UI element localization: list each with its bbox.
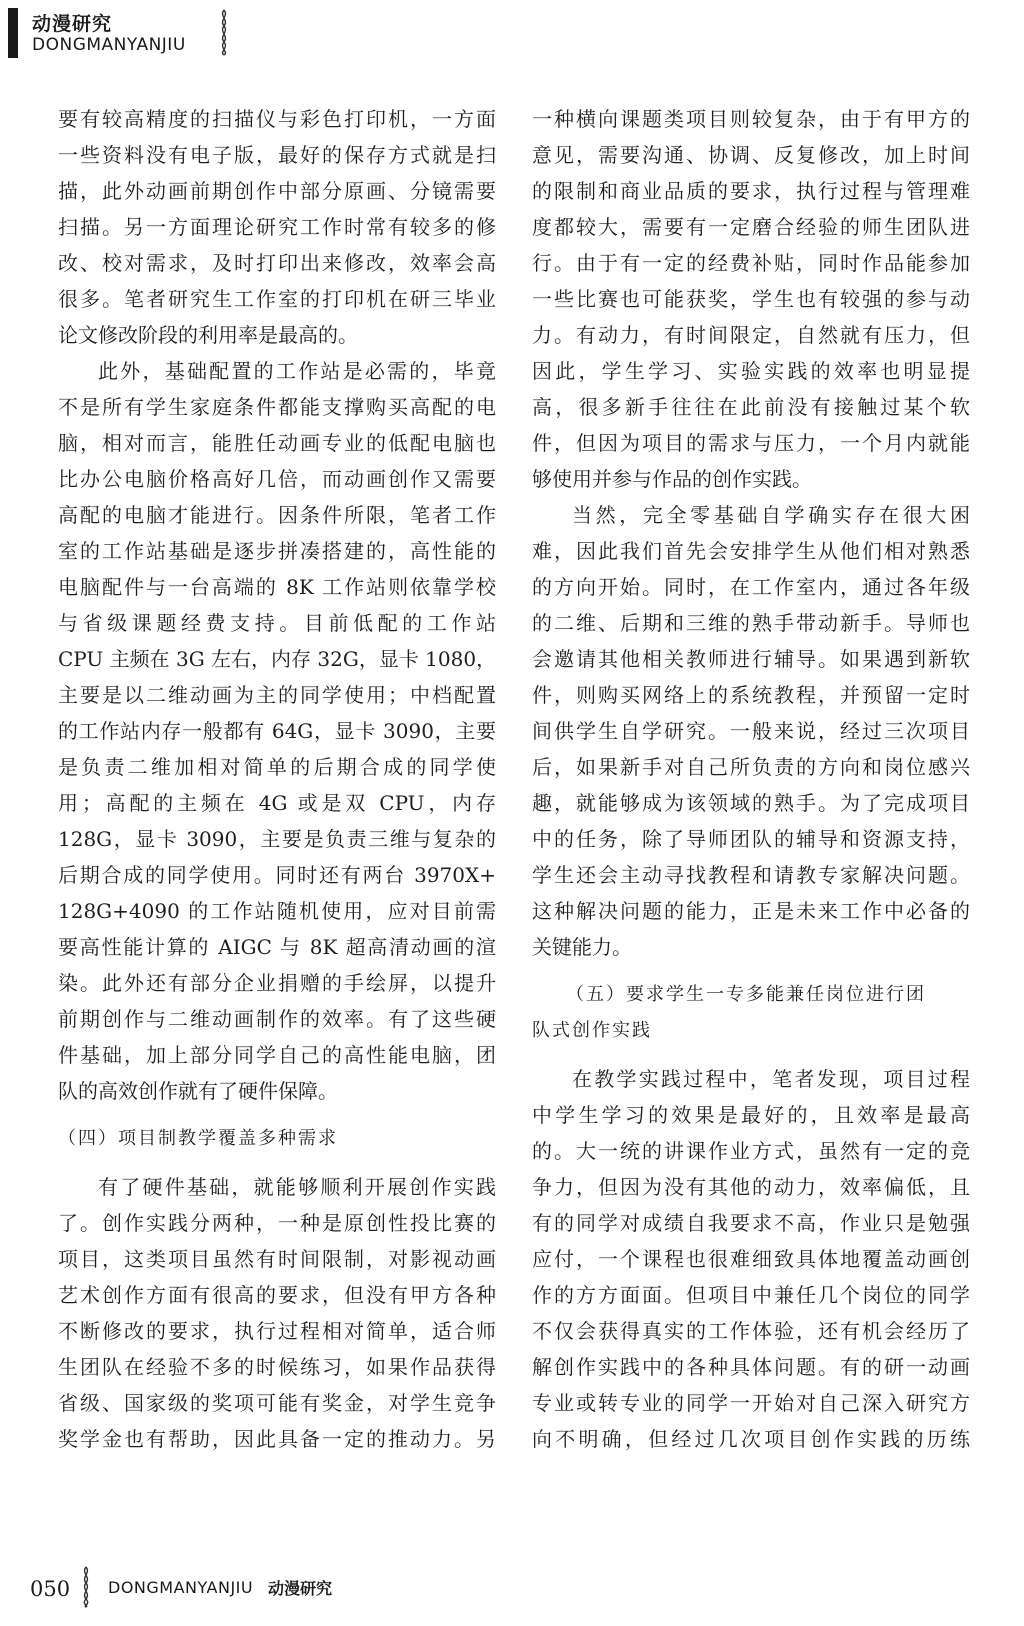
text-line: 奖学金也有帮助，因此具备一定的推动力。另: [58, 1427, 496, 1451]
footer-title-en: DONGMANYANJIU: [108, 1578, 254, 1597]
text-line: 中的任务，除了导师团队的辅导和资源支持，: [532, 827, 970, 851]
text-line: 论文修改阶段的利用率是最高的。: [58, 323, 358, 347]
text-line: 要高性能计算的 AIGC 与 8K 超高清动画的渲: [58, 935, 496, 959]
text-line: 用；高配的主频在 4G 或是双 CPU，内存: [58, 791, 496, 815]
text-line: 关键能力。: [532, 935, 632, 959]
text-line: 一些比赛也可能获奖，学生也有较强的参与动: [532, 287, 970, 311]
text-line: 间供学生自学研究。一般来说，经过三次项目: [532, 719, 970, 743]
text-line: 解创作实践中的各种具体问题。有的研一动画: [532, 1355, 970, 1379]
text-line: 此外，基础配置的工作站是必需的，毕竟: [98, 359, 496, 383]
text-line: 一种横向课题类项目则较复杂，由于有甲方的: [532, 107, 970, 131]
text-line: 后，如果新手对自己所负责的方向和岗位感兴: [532, 755, 970, 779]
text-line: 够使用并参与作品的创作实践。: [532, 467, 812, 491]
text-line: 行。由于有一定的经费补贴，同时作品能参加: [532, 251, 970, 275]
text-line: 高配的电脑才能进行。因条件所限，笔者工作: [58, 503, 496, 527]
text-line: 了。创作实践分两种，一种是原创性投比赛的: [58, 1211, 496, 1235]
journal-title-cn: 动漫研究: [32, 13, 113, 35]
text-line: 很多。笔者研究生工作室的打印机在研三毕业: [58, 287, 496, 311]
text-line: 比办公电脑价格高好几倍，而动画创作又需要: [58, 467, 496, 491]
text-line: 描，此外动画前期创作中部分原画、分镜需要: [58, 179, 496, 203]
text-line: 128G+4090 的工作站随机使用，应对目前需: [58, 899, 496, 923]
text-line: 128G，显卡 3090，主要是负责三维与复杂的: [58, 827, 496, 851]
text-line: 的。大一统的讲课作业方式，虽然有一定的竞: [532, 1139, 970, 1163]
text-line: 电脑配件与一台高端的 8K 工作站则依靠学校: [58, 575, 496, 599]
text-line: 与省级课题经费支持。目前低配的工作站: [58, 611, 496, 635]
text-line: 件基础，加上部分同学自己的高性能电脑，团: [58, 1043, 496, 1067]
text-line: 件，但因为项目的需求与压力，一个月内就能: [532, 431, 970, 455]
paragraph-gap: [532, 965, 970, 977]
text-line: 艺术创作方面有很高的要求，但没有甲方各种: [58, 1283, 496, 1307]
text-line: 改、校对需求，及时打印出来修改，效率会高: [58, 251, 496, 275]
header-ornament-icon: [218, 8, 230, 56]
text-line: 作的方方面面。但项目中兼任几个岗位的同学: [532, 1283, 970, 1307]
paragraph-gap: [532, 1049, 970, 1061]
text-line: 中学生学习的效果是最好的，且效率是最高: [532, 1103, 970, 1127]
text-line: 意见，需要沟通、协调、反复修改，加上时间: [532, 143, 970, 167]
text-line: 趣，就能够成为该领域的熟手。为了完成项目: [532, 791, 970, 815]
page-number: 050: [30, 1577, 71, 1601]
footer-ornament-icon: [80, 1566, 92, 1608]
text-line: 难，因此我们首先会安排学生从他们相对熟悉: [532, 539, 970, 563]
text-line: 一些资料没有电子版，最好的保存方式就是扫: [58, 143, 496, 167]
text-line: 有了硬件基础，就能够顺利开展创作实践: [98, 1175, 496, 1199]
section-heading: （五）要求学生一专多能兼任岗位进行团: [566, 984, 926, 1005]
text-line: 生团队在经验不多的时候练习，如果作品获得: [58, 1355, 496, 1379]
text-line: 的工作站内存一般都有 64G，显卡 3090，主要: [58, 719, 496, 743]
section-heading: 队式创作实践: [532, 1020, 652, 1041]
text-line: 队的高效创作就有了硬件保障。: [58, 1079, 338, 1103]
paragraph-gap: [58, 1109, 496, 1121]
text-line: 度都较大，需要有一定磨合经验的师生团队进: [532, 215, 970, 239]
section-heading: （四）项目制教学覆盖多种需求: [58, 1128, 338, 1149]
text-line: 不是所有学生家庭条件都能支撑购买高配的电: [58, 395, 496, 419]
text-line: 力。有动力，有时间限定，自然就有压力，但: [532, 323, 970, 347]
text-line: 的二维、后期和三维的熟手带动新手。导师也: [532, 611, 970, 635]
text-line: 是负责二维加相对简单的后期合成的同学使: [58, 755, 496, 779]
text-line: 扫描。另一方面理论研究工作时常有较多的修: [58, 215, 496, 239]
right-column: [532, 101, 970, 1457]
header-bar: [8, 8, 18, 58]
text-line: 主要是以二维动画为主的同学使用；中档配置: [58, 683, 496, 707]
text-line: 要有较高精度的扫描仪与彩色打印机，一方面: [58, 107, 496, 131]
journal-title-en: DONGMANYANJIU: [32, 35, 186, 55]
text-line: 学生还会主动寻找教程和请教专家解决问题。: [532, 863, 970, 887]
text-line: 项目，这类项目虽然有时间限制，对影视动画: [58, 1247, 496, 1271]
text-line: 争力，但因为没有其他的动力，效率偏低，且: [532, 1175, 970, 1199]
text-line: 的限制和商业品质的要求，执行过程与管理难: [532, 179, 970, 203]
text-line: 省级、国家级的奖项可能有奖金，对学生竞争: [58, 1391, 496, 1415]
text-line: 这种解决问题的能力，正是未来工作中必备的: [532, 899, 970, 923]
text-line: 的方向开始。同时，在工作室内，通过各年级: [532, 575, 970, 599]
text-line: 室的工作站基础是逐步拼凑搭建的，高性能的: [58, 539, 496, 563]
text-line: 前期创作与二维动画制作的效率。有了这些硬: [58, 1007, 496, 1031]
text-line: 专业或转专业的同学一开始对自己深入研究方: [532, 1391, 970, 1415]
text-line: 有的同学对成绩自我要求不高，作业只是勉强: [532, 1211, 970, 1235]
text-line: 脑，相对而言，能胜任动画专业的低配电脑也: [58, 431, 496, 455]
text-line: 后期合成的同学使用。同时还有两台 3970X+: [58, 863, 496, 887]
left-column: [58, 101, 496, 1457]
text-line: 不断修改的要求，执行过程相对简单，适合师: [58, 1319, 496, 1343]
text-line: 会邀请其他相关教师进行辅导。如果遇到新软: [532, 647, 970, 671]
text-line: CPU 主频在 3G 左右，内存 32G，显卡 1080，: [58, 647, 497, 671]
text-line: 高，很多新手往往在此前没有接触过某个软: [532, 395, 970, 419]
paragraph-gap: [58, 1157, 496, 1169]
footer-title-cn: 动漫研究: [268, 1579, 333, 1598]
text-line: 当然，完全零基础自学确实存在很大困: [572, 503, 970, 527]
text-line: 不仅会获得真实的工作体验，还有机会经历了: [532, 1319, 970, 1343]
text-line: 在教学实践过程中，笔者发现，项目过程: [572, 1067, 970, 1091]
text-line: 染。此外还有部分企业捐赠的手绘屏，以提升: [58, 971, 496, 995]
text-line: 应付，一个课程也很难细致具体地覆盖动画创: [532, 1247, 970, 1271]
text-line: 因此，学生学习、实验实践的效率也明显提: [532, 359, 970, 383]
text-line: 件，则购买网络上的系统教程，并预留一定时: [532, 683, 970, 707]
text-line: 向不明确，但经过几次项目创作实践的历练: [532, 1427, 970, 1451]
